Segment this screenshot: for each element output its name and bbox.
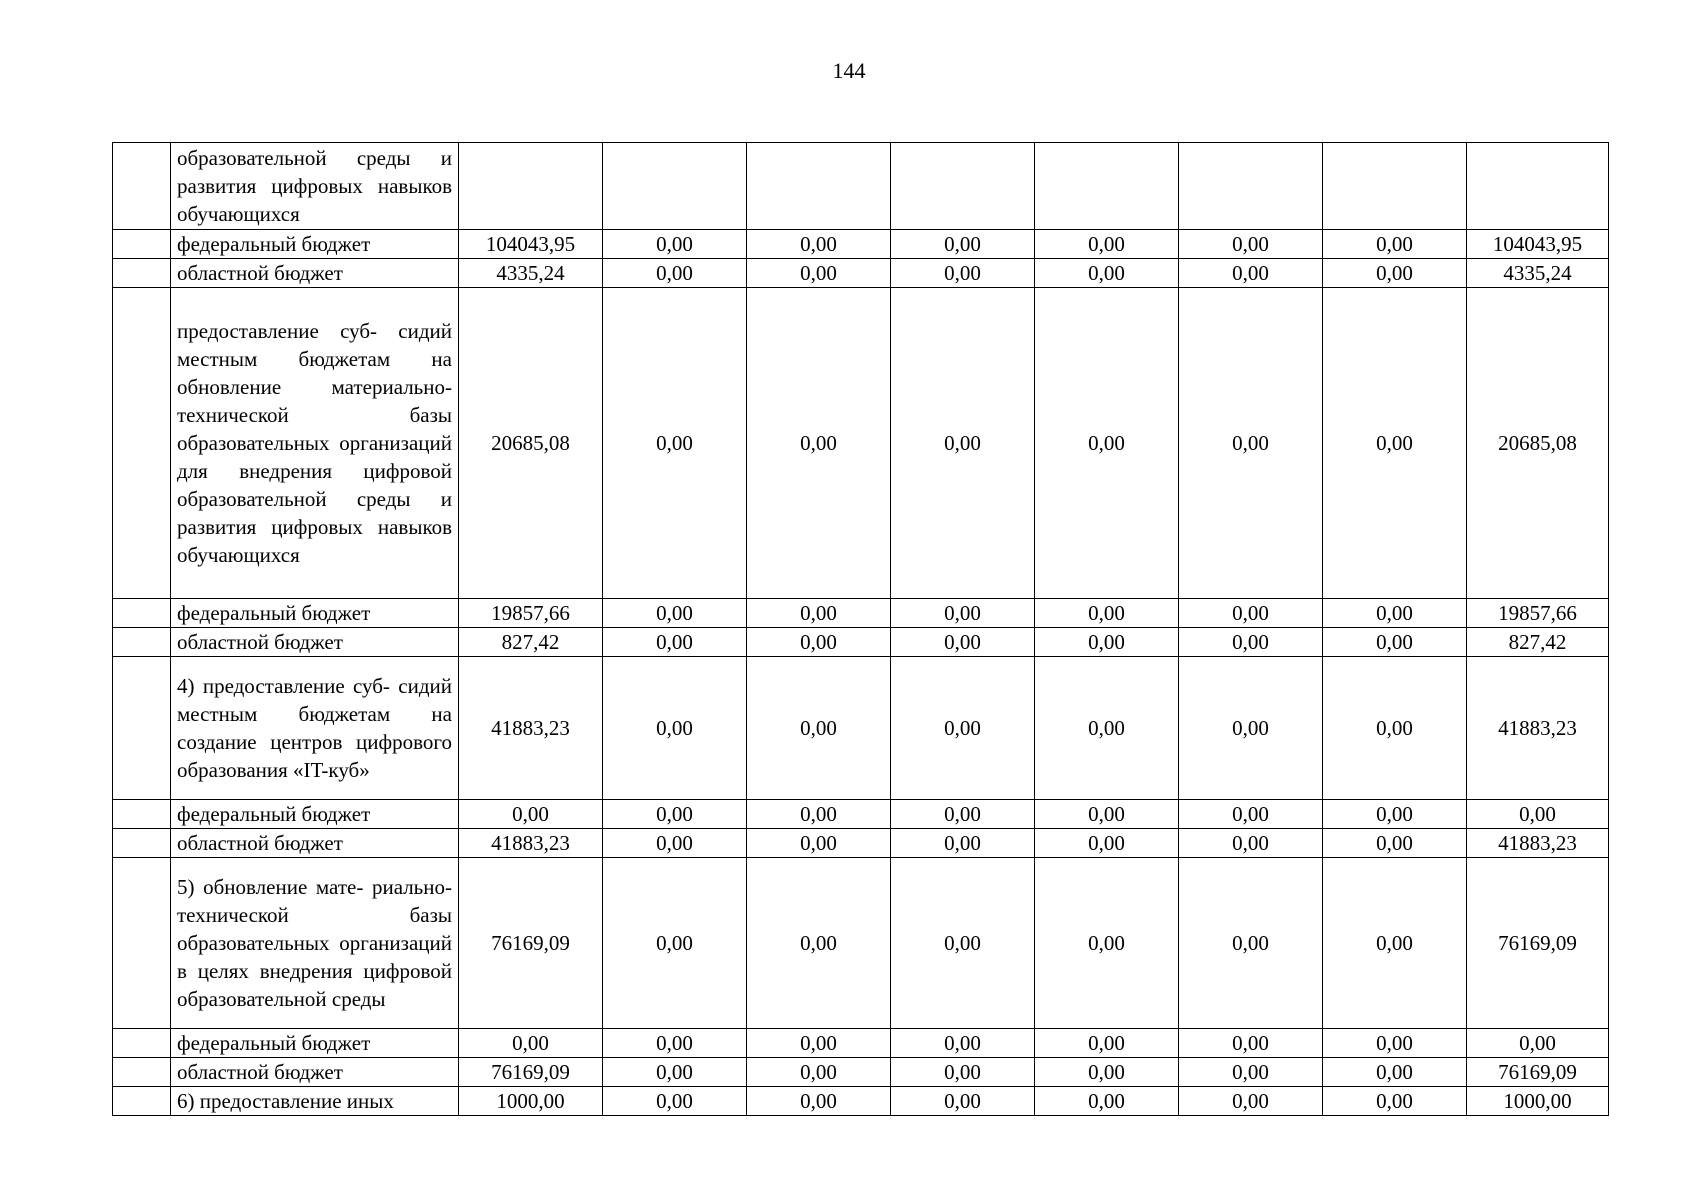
value-cell: 0,00 — [891, 259, 1035, 288]
table-row — [113, 288, 1609, 599]
value-cell — [747, 143, 891, 230]
value-cell: 0,00 — [1179, 230, 1323, 259]
value-cell: 76169,09 — [1467, 858, 1609, 1029]
value-cell: 0,00 — [1179, 259, 1323, 288]
value-cell: 0,00 — [747, 800, 891, 829]
value-cell: 0,00 — [1035, 1087, 1179, 1116]
value-cell: 0,00 — [747, 657, 891, 800]
table-row — [113, 143, 1609, 230]
value-cell: 41883,23 — [1467, 829, 1609, 858]
value-cell: 0,00 — [891, 1058, 1035, 1087]
value-cell: 0,00 — [747, 288, 891, 599]
table-row — [113, 800, 1609, 829]
table-row — [113, 1029, 1609, 1058]
table-row — [113, 1087, 1609, 1116]
value-cell: 0,00 — [1035, 858, 1179, 1029]
page-number: 144 — [832, 58, 866, 83]
value-cell: 0,00 — [1179, 1087, 1323, 1116]
value-cell: 0,00 — [603, 829, 747, 858]
row-label-cell: 5) обновление мате- риально-технической базы образовательных организаций в целях внедрения цифровой образовательной среды — [171, 858, 459, 1029]
value-cell: 0,00 — [1323, 288, 1467, 599]
table-row — [113, 628, 1609, 657]
value-cell: 41883,23 — [459, 657, 603, 800]
value-cell: 0,00 — [747, 829, 891, 858]
row-number-cell — [113, 1058, 171, 1087]
value-cell: 0,00 — [1323, 800, 1467, 829]
value-cell: 0,00 — [1323, 657, 1467, 800]
value-cell: 0,00 — [891, 1087, 1035, 1116]
value-cell: 0,00 — [1323, 230, 1467, 259]
value-cell: 0,00 — [1035, 657, 1179, 800]
value-cell: 0,00 — [891, 288, 1035, 599]
row-label-cell: 4) предоставление суб- сидий местным бюджетам на создание центров цифрового образования «IT-куб» — [171, 657, 459, 800]
value-cell: 0,00 — [1323, 599, 1467, 628]
value-cell: 0,00 — [1323, 858, 1467, 1029]
value-cell: 0,00 — [1179, 1029, 1323, 1058]
value-cell: 0,00 — [603, 599, 747, 628]
row-number-cell — [113, 858, 171, 1029]
value-cell: 0,00 — [603, 657, 747, 800]
value-cell: 19857,66 — [1467, 599, 1609, 628]
value-cell: 0,00 — [1467, 1029, 1609, 1058]
value-cell: 104043,95 — [1467, 230, 1609, 259]
value-cell — [891, 143, 1035, 230]
value-cell: 41883,23 — [459, 829, 603, 858]
row-label-cell: областной бюджет — [171, 1058, 459, 1087]
value-cell: 0,00 — [891, 858, 1035, 1029]
value-cell: 0,00 — [603, 1058, 747, 1087]
value-cell: 0,00 — [747, 628, 891, 657]
value-cell — [1179, 143, 1323, 230]
row-number-cell — [113, 657, 171, 800]
table-row — [113, 1058, 1609, 1087]
value-cell: 0,00 — [1035, 1029, 1179, 1058]
value-cell: 76169,09 — [459, 1058, 603, 1087]
row-label-cell: 6) предоставление иных — [171, 1087, 459, 1116]
value-cell: 76169,09 — [459, 858, 603, 1029]
row-label-cell: областной бюджет — [171, 628, 459, 657]
table-row — [113, 858, 1609, 1029]
row-label-cell: областной бюджет — [171, 829, 459, 858]
value-cell: 0,00 — [1323, 1029, 1467, 1058]
row-label-cell: федеральный бюджет — [171, 599, 459, 628]
value-cell: 0,00 — [1179, 1058, 1323, 1087]
value-cell: 0,00 — [603, 1087, 747, 1116]
value-cell: 0,00 — [1323, 628, 1467, 657]
value-cell: 0,00 — [891, 829, 1035, 858]
row-number-cell — [113, 1029, 171, 1058]
value-cell: 0,00 — [1035, 259, 1179, 288]
value-cell — [459, 143, 603, 230]
value-cell: 0,00 — [747, 1058, 891, 1087]
value-cell: 0,00 — [747, 230, 891, 259]
value-cell: 0,00 — [1323, 1058, 1467, 1087]
table-row — [113, 259, 1609, 288]
row-label-cell: образовательной среды и развития цифровых навыков обучающихся — [171, 143, 459, 230]
value-cell: 0,00 — [747, 1029, 891, 1058]
value-cell: 0,00 — [891, 800, 1035, 829]
value-cell: 0,00 — [1035, 288, 1179, 599]
table-row — [113, 230, 1609, 259]
value-cell: 0,00 — [747, 259, 891, 288]
value-cell: 0,00 — [1179, 800, 1323, 829]
row-number-cell — [113, 230, 171, 259]
value-cell: 0,00 — [459, 1029, 603, 1058]
value-cell: 0,00 — [1035, 599, 1179, 628]
value-cell: 0,00 — [603, 858, 747, 1029]
value-cell: 41883,23 — [1467, 657, 1609, 800]
value-cell: 0,00 — [1323, 259, 1467, 288]
row-label-cell: предоставление суб- сидий местным бюджетам на обновление материально- технической базы образовательных организаций для внедрения цифровой образовательной среды и развития цифровых навыков обучающихся — [171, 288, 459, 599]
table-row — [113, 657, 1609, 800]
row-number-cell — [113, 829, 171, 858]
value-cell — [1467, 143, 1609, 230]
value-cell: 0,00 — [603, 230, 747, 259]
row-number-cell — [113, 288, 171, 599]
value-cell — [603, 143, 747, 230]
value-cell — [1035, 143, 1179, 230]
value-cell: 0,00 — [891, 628, 1035, 657]
value-cell: 0,00 — [1179, 657, 1323, 800]
value-cell: 0,00 — [1179, 628, 1323, 657]
value-cell: 0,00 — [1179, 858, 1323, 1029]
row-number-cell — [113, 628, 171, 657]
value-cell: 0,00 — [603, 1029, 747, 1058]
value-cell: 0,00 — [1179, 829, 1323, 858]
value-cell: 0,00 — [1179, 288, 1323, 599]
value-cell: 0,00 — [747, 599, 891, 628]
value-cell: 0,00 — [891, 599, 1035, 628]
value-cell: 104043,95 — [459, 230, 603, 259]
value-cell: 0,00 — [747, 858, 891, 1029]
table-row — [113, 599, 1609, 628]
row-label-cell: федеральный бюджет — [171, 230, 459, 259]
value-cell: 0,00 — [1323, 829, 1467, 858]
value-cell: 0,00 — [747, 1087, 891, 1116]
value-cell: 0,00 — [603, 628, 747, 657]
value-cell: 0,00 — [459, 800, 603, 829]
value-cell: 0,00 — [603, 800, 747, 829]
row-number-cell — [113, 800, 171, 829]
value-cell: 20685,08 — [1467, 288, 1609, 599]
row-number-cell — [113, 1087, 171, 1116]
value-cell: 0,00 — [891, 657, 1035, 800]
value-cell: 76169,09 — [1467, 1058, 1609, 1087]
table-row — [113, 829, 1609, 858]
row-label-cell: федеральный бюджет — [171, 800, 459, 829]
row-number-cell — [113, 259, 171, 288]
value-cell: 4335,24 — [459, 259, 603, 288]
value-cell: 0,00 — [1035, 829, 1179, 858]
value-cell: 1000,00 — [459, 1087, 603, 1116]
value-cell — [1323, 143, 1467, 230]
value-cell: 0,00 — [1035, 1058, 1179, 1087]
value-cell: 1000,00 — [1467, 1087, 1609, 1116]
value-cell: 4335,24 — [1467, 259, 1609, 288]
value-cell: 0,00 — [1467, 800, 1609, 829]
value-cell: 19857,66 — [459, 599, 603, 628]
value-cell: 0,00 — [603, 288, 747, 599]
row-label-cell: областной бюджет — [171, 259, 459, 288]
value-cell: 0,00 — [1035, 800, 1179, 829]
budget-table — [112, 142, 1609, 1116]
row-label-cell: федеральный бюджет — [171, 1029, 459, 1058]
value-cell: 827,42 — [459, 628, 603, 657]
value-cell: 0,00 — [891, 1029, 1035, 1058]
value-cell: 0,00 — [1179, 599, 1323, 628]
value-cell: 827,42 — [1467, 628, 1609, 657]
value-cell: 0,00 — [1035, 230, 1179, 259]
row-number-cell — [113, 599, 171, 628]
row-number-cell — [113, 143, 171, 230]
value-cell: 0,00 — [891, 230, 1035, 259]
value-cell: 20685,08 — [459, 288, 603, 599]
value-cell: 0,00 — [1035, 628, 1179, 657]
value-cell: 0,00 — [603, 259, 747, 288]
value-cell: 0,00 — [1323, 1087, 1467, 1116]
